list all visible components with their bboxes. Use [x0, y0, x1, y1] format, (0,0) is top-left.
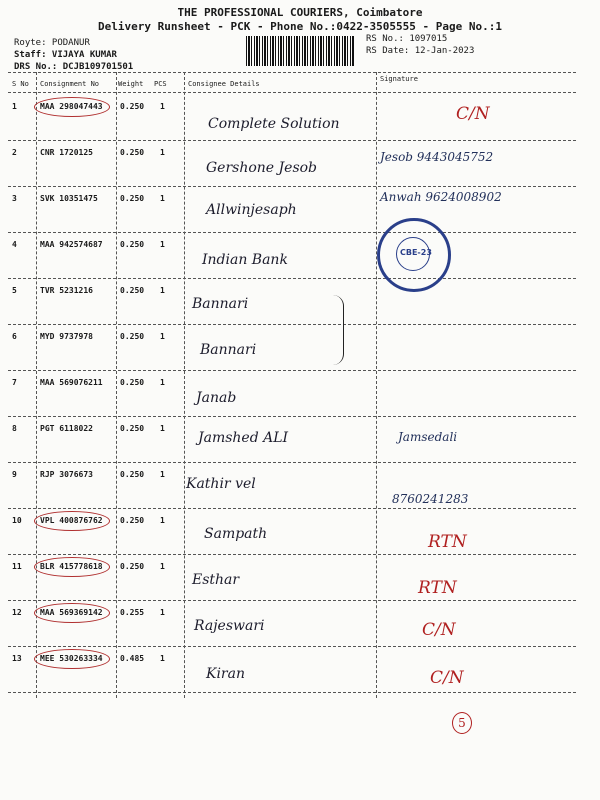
row-serial: 4 — [12, 240, 17, 249]
col-header-consignment: Consignment No — [40, 80, 100, 88]
row-serial: 9 — [12, 470, 17, 479]
signature-mark: Jesob 9443045752 — [380, 150, 494, 164]
route-label: Royte: PODANUR — [14, 38, 90, 48]
row-weight: 0.250 — [120, 562, 145, 571]
row-divider — [8, 232, 576, 233]
consignment-number: MAA 569369142 — [40, 608, 103, 617]
row-divider — [8, 692, 576, 693]
signature-mark: C/N — [422, 620, 456, 640]
consignee-handwriting: Bannari — [192, 296, 249, 312]
company-title: THE PROFESSIONAL COURIERS, Coimbatore — [177, 6, 423, 19]
row-divider — [8, 646, 576, 647]
consignee-handwriting: Bannari — [200, 342, 257, 358]
row-pieces: 1 — [160, 286, 165, 295]
stamp-code: CBE-23 — [400, 248, 432, 257]
consignee-handwriting: Jamshed ALI — [198, 430, 289, 446]
row-weight: 0.250 — [120, 148, 145, 157]
signature-mark: Anwah 9624008902 — [380, 190, 502, 204]
consignee-handwriting: Rajeswari — [194, 618, 265, 634]
consignment-number: MYD 9737978 — [40, 332, 93, 341]
consignment-circle — [34, 97, 110, 117]
consignee-handwriting: Gershone Jesob — [206, 160, 318, 176]
row-pieces: 1 — [160, 654, 165, 663]
rs-date: RS Date: 12-Jan-2023 — [366, 46, 475, 56]
consignment-number: PGT 6118022 — [40, 424, 93, 433]
row-divider — [8, 140, 576, 141]
consignee-handwriting: Kathir vel — [186, 476, 256, 492]
consignee-handwriting: Indian Bank — [202, 252, 288, 268]
col-header-weight: Weight — [118, 80, 144, 88]
row-divider — [8, 462, 576, 463]
rs-number: RS No.: 1097015 — [366, 34, 448, 44]
row-serial: 7 — [12, 378, 17, 387]
col-divider — [184, 72, 185, 698]
row-weight: 0.250 — [120, 102, 145, 111]
row-divider — [8, 278, 576, 279]
col-header-pcs: PCS — [154, 80, 167, 88]
col-divider — [36, 72, 37, 698]
row-pieces: 1 — [160, 516, 165, 525]
consignee-handwriting: Esthar — [192, 572, 240, 588]
row-divider — [8, 554, 576, 555]
row-serial: 8 — [12, 424, 17, 433]
col-divider — [116, 72, 117, 698]
row-weight: 0.250 — [120, 378, 145, 387]
col-divider — [376, 72, 377, 698]
consignee-handwriting: Kiran — [206, 666, 245, 682]
row-divider — [8, 186, 576, 187]
row-serial: 10 — [12, 516, 22, 525]
row-serial: 3 — [12, 194, 17, 203]
row-weight: 0.250 — [120, 424, 145, 433]
consignment-number: TVR 5231216 — [40, 286, 93, 295]
consignment-number: BLR 415778618 — [40, 562, 103, 571]
signature-mark: C/N — [430, 668, 464, 688]
row-serial: 12 — [12, 608, 22, 617]
signature-mark: RTN — [428, 532, 467, 552]
consignee-handwriting: Allwinjesaph — [206, 202, 297, 218]
drs-number: DRS No.: DCJB109701501 — [14, 62, 134, 72]
row-pieces: 1 — [160, 470, 165, 479]
consignment-circle — [34, 557, 110, 577]
signature-mark: 8760241283 — [392, 492, 469, 506]
consignment-circle — [34, 649, 110, 669]
row-pieces: 1 — [160, 378, 165, 387]
row-divider — [8, 600, 576, 601]
row-serial: 13 — [12, 654, 22, 663]
row-pieces: 1 — [160, 102, 165, 111]
barcode — [246, 36, 354, 66]
consignment-number: VPL 400876762 — [40, 516, 103, 525]
row-pieces: 1 — [160, 148, 165, 157]
row-pieces: 1 — [160, 332, 165, 341]
consignment-number: CNR 1720125 — [40, 148, 93, 157]
table-header-border — [8, 92, 576, 93]
col-header-consignee: Consignee Details — [188, 80, 260, 88]
row-weight: 0.250 — [120, 332, 145, 341]
row-serial: 11 — [12, 562, 22, 571]
consignment-number: SVK 10351475 — [40, 194, 98, 203]
row-weight: 0.250 — [120, 286, 145, 295]
row-pieces: 1 — [160, 240, 165, 249]
col-header-signature: Signature — [380, 75, 418, 83]
signature-mark: C/N — [456, 104, 490, 124]
row-pieces: 1 — [160, 562, 165, 571]
col-header-sno: S No — [12, 80, 29, 88]
row-divider — [8, 370, 576, 371]
consignment-circle — [34, 603, 110, 623]
table-top-border — [8, 72, 576, 73]
runsheet-subtitle: Delivery Runsheet - PCK - Phone No.:0422-3505555 - Page No.:1 — [98, 20, 502, 33]
row-serial: 6 — [12, 332, 17, 341]
row-serial: 2 — [12, 148, 17, 157]
row-weight: 0.250 — [120, 470, 145, 479]
row-divider — [8, 324, 576, 325]
consignment-number: RJP 3076673 — [40, 470, 93, 479]
consignment-number: MAA 298047443 — [40, 102, 103, 111]
row-pieces: 1 — [160, 608, 165, 617]
consignment-number: MAA 569076211 — [40, 378, 103, 387]
consignee-handwriting: Complete Solution — [208, 116, 340, 132]
row-weight: 0.250 — [120, 194, 145, 203]
staff-label: Staff: VIJAYA KUMAR — [14, 50, 117, 60]
consignment-circle — [34, 511, 110, 531]
consignment-number: MAA 942574687 — [40, 240, 103, 249]
row-weight: 0.255 — [120, 608, 145, 617]
row-serial: 5 — [12, 286, 17, 295]
row-weight: 0.250 — [120, 240, 145, 249]
row-weight: 0.250 — [120, 516, 145, 525]
consignee-handwriting: Janab — [196, 390, 237, 406]
page-mark: 5 — [452, 712, 472, 734]
consignment-number: MEE 530263334 — [40, 654, 103, 663]
row-pieces: 1 — [160, 194, 165, 203]
row-weight: 0.485 — [120, 654, 145, 663]
row-serial: 1 — [12, 102, 17, 111]
row-pieces: 1 — [160, 424, 165, 433]
office-stamp — [377, 218, 451, 292]
signature-mark: Jamsedali — [398, 430, 458, 444]
row-divider — [8, 416, 576, 417]
signature-mark: RTN — [418, 578, 457, 598]
consignee-handwriting: Sampath — [204, 526, 268, 542]
bracket-mark — [333, 295, 344, 365]
row-divider — [8, 508, 576, 509]
